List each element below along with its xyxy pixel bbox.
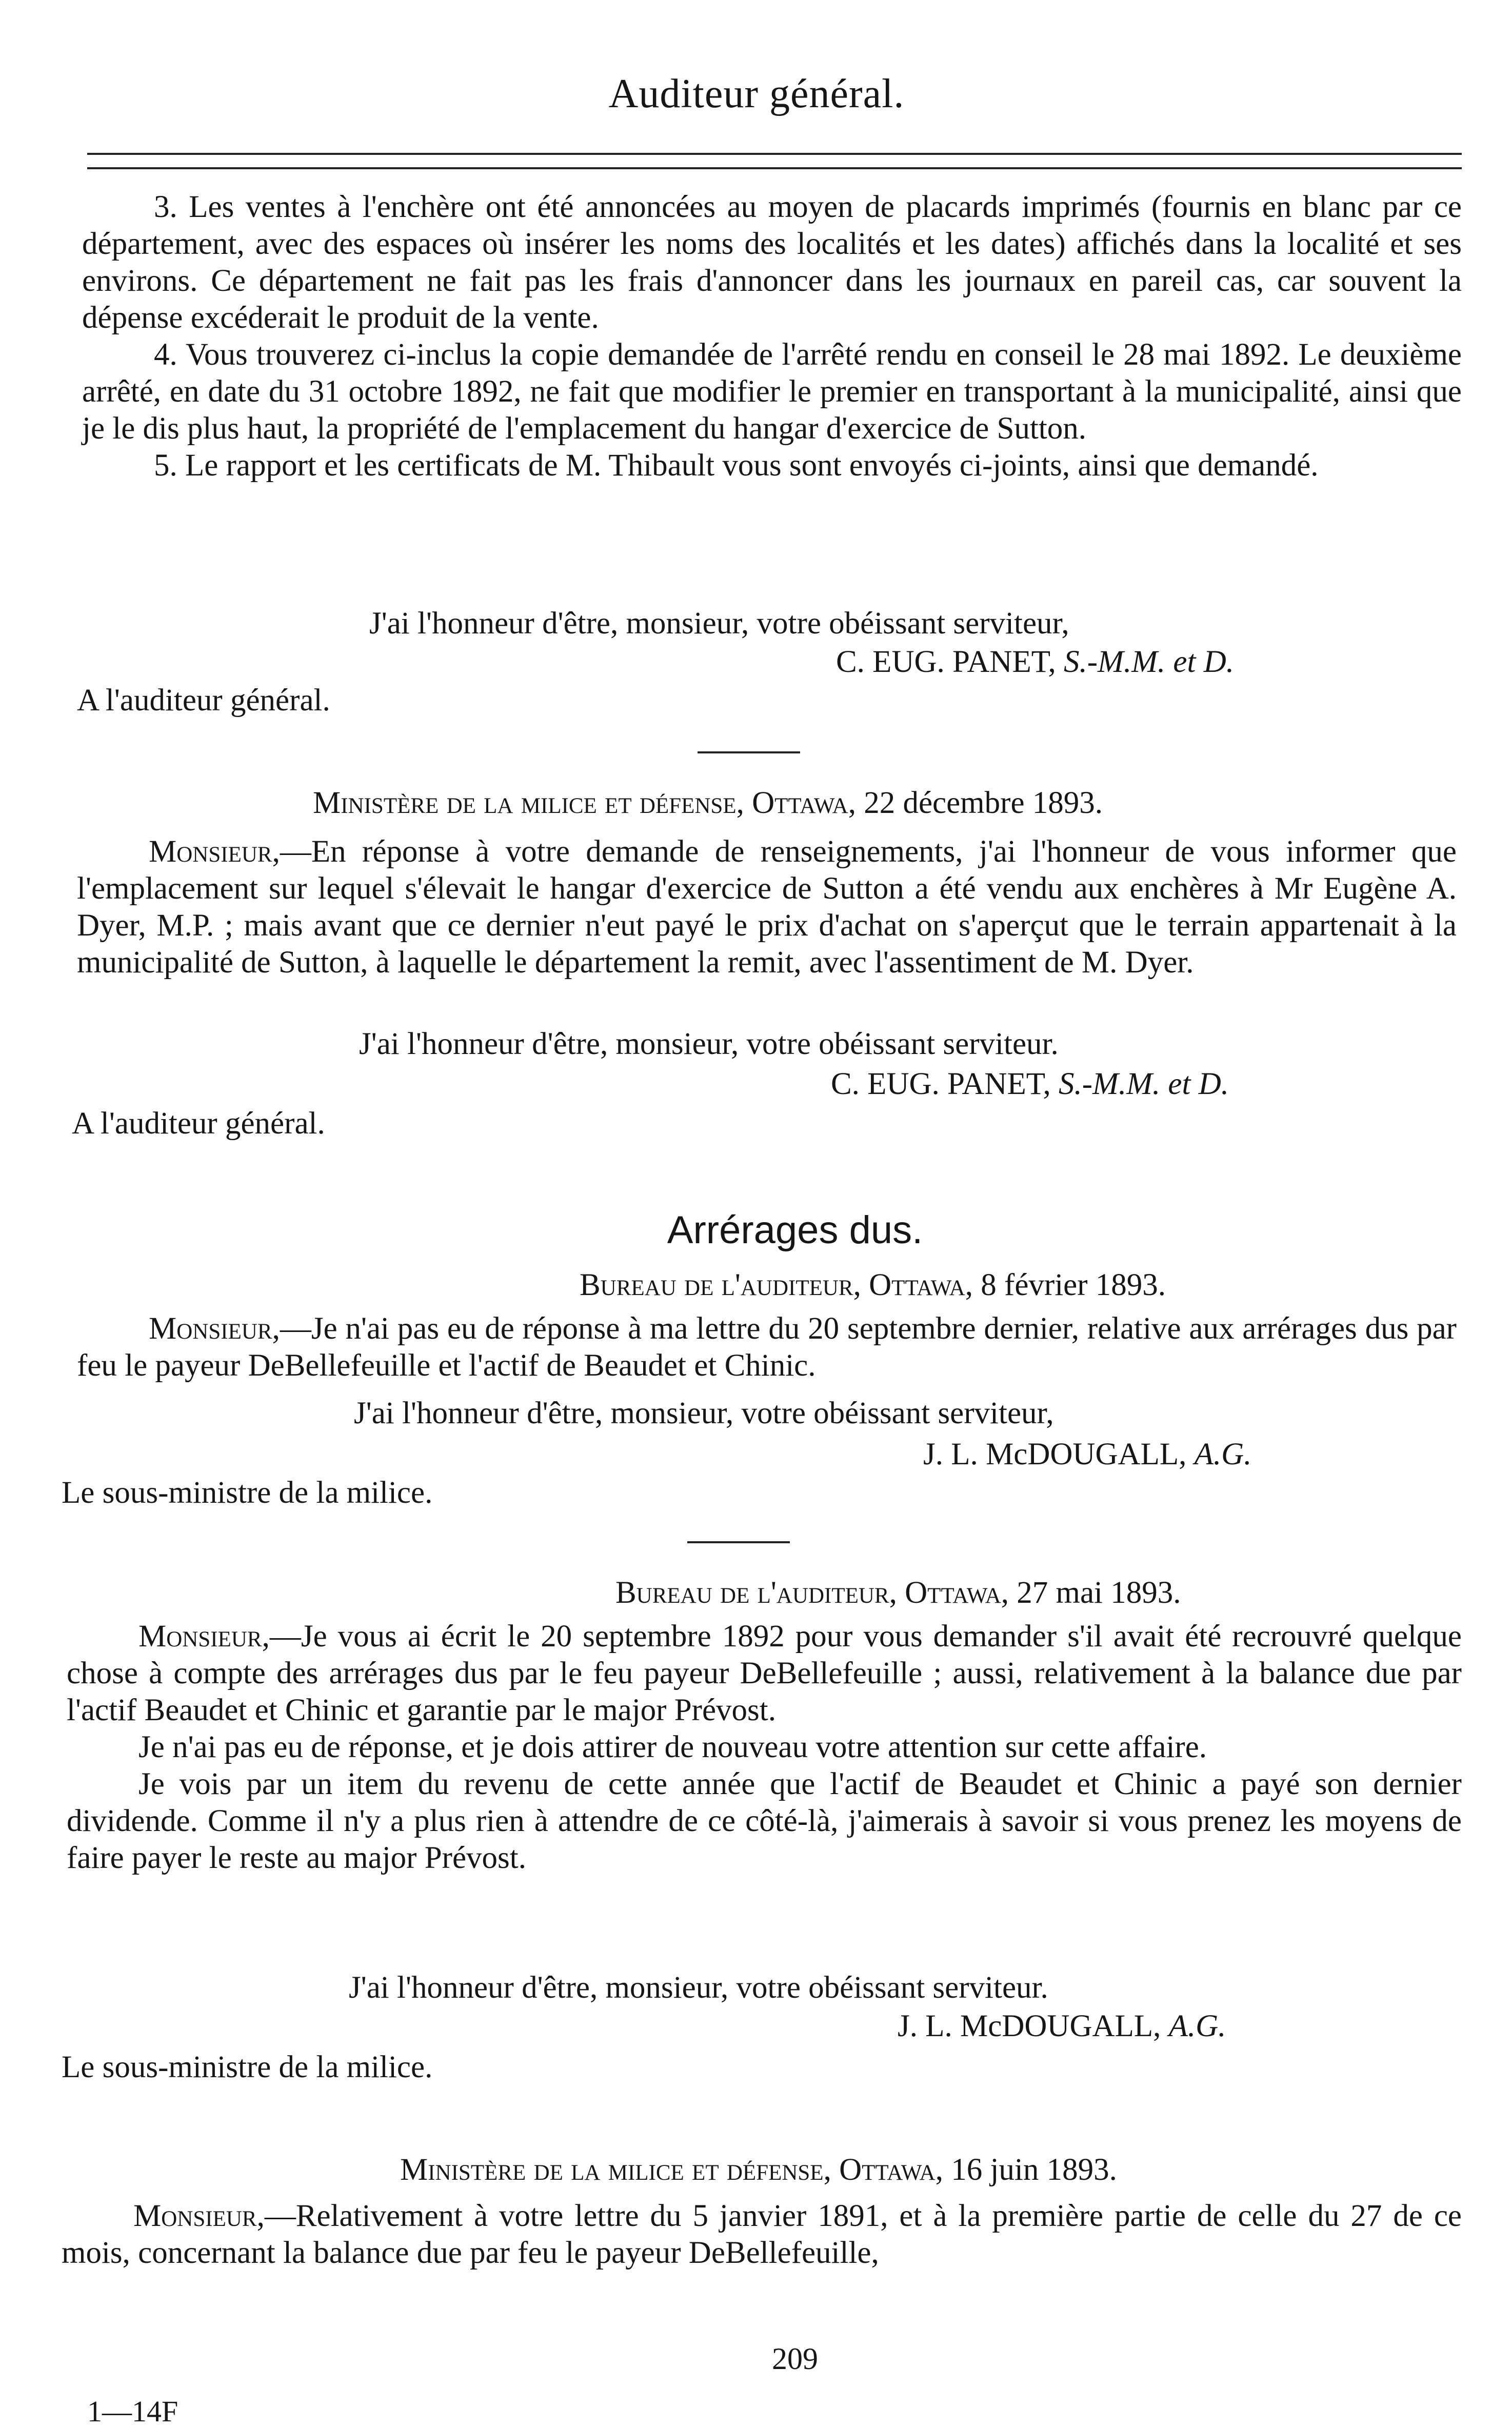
signature-title: A.G.	[1194, 1437, 1252, 1471]
signature-title: S.-M.M. et D.	[1058, 1067, 1229, 1101]
dateline-org: Bureau de l'auditeur,	[615, 1576, 897, 1610]
paragraph-4: 4. Vous trouverez ci-inclus la copie demandée de l'arrêté rendu en conseil le 28 mai 1892. Le deuxième arrêté, en date du 31 octobre 1892, ne fait que modifier le premier en transportant à la municipalité, ainsi que je le dis plus haut, la propriété de l'emplacement du hangar d'exercice de Sutton.	[82, 337, 1462, 446]
letter3-dateline	[580, 1267, 1166, 1304]
section1-signature	[836, 644, 1234, 681]
letter4-paragraph-3: Je vois par un item du revenu de cette année que l'actif de Beaudet et Chinic a payé son dernier dividende. Comme il n'y a plus rien à attendre de ce côté-là, j'aimerais à savoir si vous prenez les moyens de faire payer le reste au major Prévost.	[67, 1767, 1462, 1875]
header-rule-top	[87, 153, 1462, 155]
section1-body	[82, 189, 1462, 484]
signature-name: C. EUG. PANET,	[836, 645, 1056, 679]
header-rule-bottom	[87, 167, 1462, 169]
separator-rule	[687, 1541, 790, 1543]
signature-name: C. EUG. PANET,	[831, 1067, 1051, 1101]
salutation: Monsieur,	[149, 1311, 280, 1346]
signature-name: J. L. McDOUGALL,	[898, 2009, 1161, 2043]
letter4-paragraph-2: Je n'ai pas eu de réponse, et je dois attirer de nouveau votre attention sur cette affaire.	[138, 1730, 1207, 1764]
letter4-addressee: Le sous-ministre de la milice.	[62, 2050, 433, 2084]
letter-text: —Relativement à votre lettre du 5 janvier 1891, et à la première partie de celle du 27 de ce mois, concernant la balance due par feu le payeur DeBellefeuille,	[62, 2199, 1462, 2270]
page-number: 209	[772, 2342, 818, 2376]
dateline-date: 8 février 1893.	[981, 1268, 1166, 1302]
letter3-signature	[923, 1436, 1251, 1473]
salutation: Monsieur,	[133, 2199, 265, 2233]
letter4-closing: J'ai l'honneur d'être, monsieur, votre obéissant serviteur.	[349, 1971, 1048, 2005]
letter5-body	[62, 2198, 1462, 2272]
letter2-closing: J'ai l'honneur d'être, monsieur, votre obéissant serviteur.	[359, 1027, 1059, 1061]
separator-rule	[698, 751, 800, 753]
letter4-signature	[898, 2008, 1226, 2045]
signature-title: S.-M.M. et D.	[1063, 645, 1234, 679]
letter2-addressee: A l'auditeur général.	[72, 1106, 325, 1141]
section1-closing: J'ai l'honneur d'être, monsieur, votre obéissant serviteur,	[369, 606, 1069, 641]
paragraph-3: 3. Les ventes à l'enchère ont été annoncées au moyen de placards imprimés (fournis en blanc par ce département, avec des espaces où insérer les noms des localités et les dates) affichés dans la localité et ses environs. Ce département ne fait pas les frais d'annoncer dans les journaux en pareil cas, car souvent la dépense excéderait le produit de la vente.	[82, 190, 1462, 335]
letter2-body	[77, 833, 1457, 981]
dateline-org: Ministère de la milice et défense,	[400, 2153, 831, 2187]
letter4-body	[67, 1618, 1462, 1877]
letter3-closing: J'ai l'honneur d'être, monsieur, votre obéissant serviteur,	[354, 1396, 1054, 1430]
salutation: Monsieur,	[149, 834, 280, 869]
paragraph-5: 5. Le rapport et les certificats de M. Thibault vous sont envoyés ci-joints, ainsi que demandé.	[154, 448, 1319, 483]
letter-text: —Je n'ai pas eu de réponse à ma lettre du 20 septembre dernier, relative aux arrérages dus par feu le payeur DeBellefeuille et l'actif de Beaudet et Chinic.	[77, 1311, 1457, 1383]
salutation: Monsieur,	[138, 1619, 270, 1654]
letter2-signature	[831, 1066, 1229, 1103]
letter5-dateline	[400, 2152, 1117, 2188]
section-title-arrerages: Arrérages dus.	[667, 1208, 923, 1252]
letter2-dateline	[313, 785, 1103, 822]
dateline-city: Ottawa,	[752, 786, 856, 820]
dateline-city: Ottawa,	[905, 1576, 1009, 1610]
signature-mark: 1—14F	[87, 2395, 178, 2428]
document-page	[51, 0, 1462, 2424]
section1-addressee: A l'auditeur général.	[77, 683, 330, 718]
signature-name: J. L. McDOUGALL,	[923, 1437, 1187, 1471]
dateline-date: 16 juin 1893.	[951, 2153, 1117, 2187]
dateline-city: Ottawa,	[839, 2153, 943, 2187]
dateline-org: Ministère de la milice et défense,	[313, 786, 744, 820]
letter3-addressee: Le sous-ministre de la milice.	[62, 1476, 433, 1510]
dateline-org: Bureau de l'auditeur,	[580, 1268, 861, 1302]
letter3-body	[77, 1310, 1457, 1384]
dateline-date: 27 mai 1893.	[1017, 1576, 1181, 1610]
letter4-dateline	[615, 1575, 1181, 1611]
page-header-title: Auditeur général.	[608, 71, 905, 116]
signature-title: A.G.	[1168, 2009, 1226, 2043]
dateline-date: 22 décembre 1893.	[864, 786, 1103, 820]
letter-text: —En réponse à votre demande de renseignements, j'ai l'honneur de vous informer que l'emplacement sur lequel s'élevait le hangar d'exercice de Sutton a été vendu aux enchères à Mr Eugène A. Dyer, M.P. ; mais avant que ce dernier n'eut payé le prix d'achat on s'aperçut que le terrain appartenait à la municipalité de Sutton, à laquelle le département la remit, avec l'assentiment de M. Dyer.	[77, 834, 1457, 980]
letter-text: —Je vous ai écrit le 20 septembre 1892 pour vous demander s'il avait été recrouvré quelque chose à compte des arrérages dus par le feu payeur DeBellefeuille ; aussi, relativement à la balance due par l'actif Beaudet et Chinic et garantie par le major Prévost.	[67, 1619, 1462, 1727]
dateline-city: Ottawa,	[869, 1268, 973, 1302]
